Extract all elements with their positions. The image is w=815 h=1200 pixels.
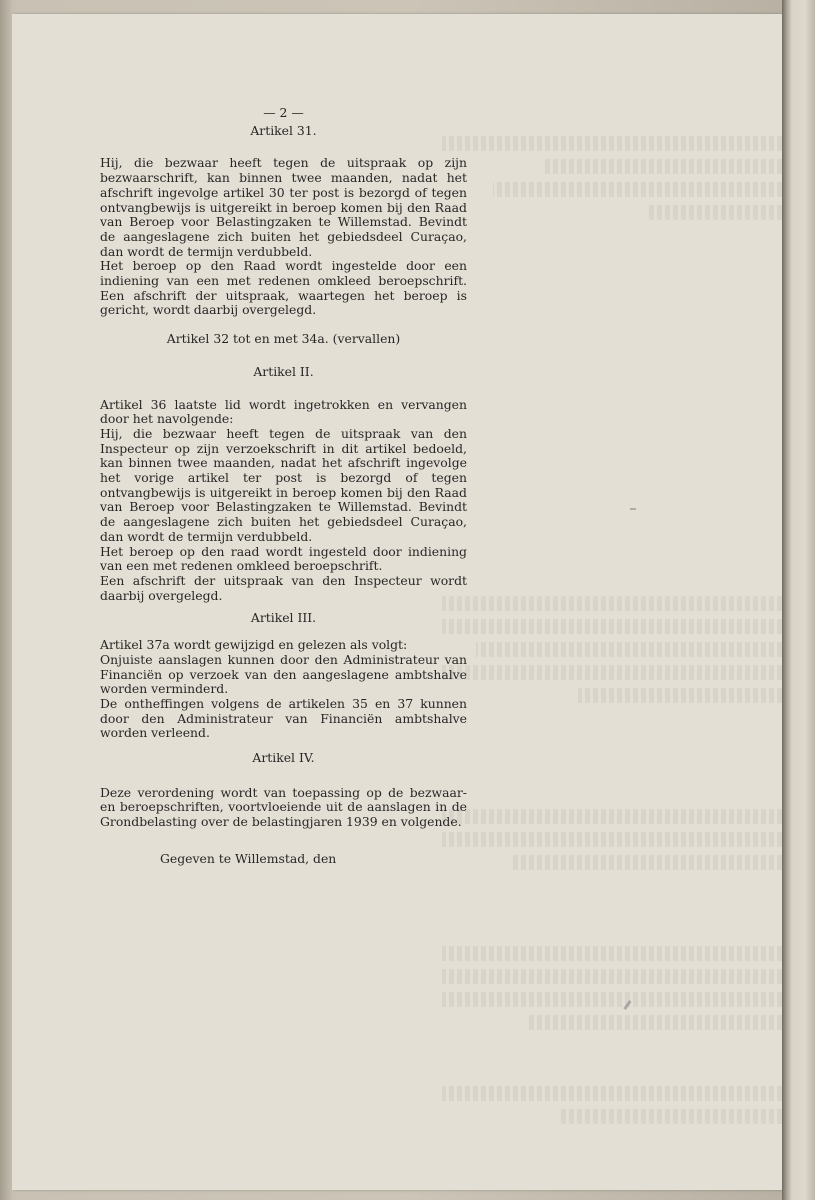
paragraph: Het beroep op den Raad wordt ingestelde door een indiening van een met redenen omkleed beroepschrift. Een afschrift der uitspraak, waartegen het beroep is gericht, wordt daarbij overgelegd. — [100, 258, 467, 318]
document-body — [100, 106, 467, 867]
document-page — [12, 14, 782, 1190]
paragraph: Onjuiste aanslagen kunnen door den Administrateur van Financiën op verzoek van den aangeslagene ambtshalve worden verminderd. — [100, 651, 467, 697]
section-heading-artikel-ii: Artikel II. — [253, 363, 314, 379]
binding-edge — [0, 0, 12, 1200]
speck — [630, 508, 636, 510]
paragraph: Deze verordening wordt van toepassing op de bezwaar- en beroepschriften, voortvloeiende uit de aanslagen in de Grondbelasting over de belastingjaren 1939 en volgende. — [100, 784, 467, 830]
section-heading-artikel-iii: Artikel III. — [250, 610, 317, 626]
paragraph: Een afschrift der uitspraak van den Inspecteur wordt daarbij overgelegd. — [100, 572, 467, 603]
section-heading-artikel-32-34a: Artikel 32 tot en met 34a. (vervallen) — [166, 331, 401, 347]
paragraph: Het beroep op den raad wordt ingesteld door indiening van een met redenen omkleed beroepschrift. — [100, 543, 467, 574]
page-number: — 2 — — [263, 105, 304, 120]
paragraph: De ontheffingen volgens de artikelen 35 en 37 kunnen door den Administrateur van Financiën ambtshalve worden verleend. — [100, 695, 467, 741]
paragraph: Artikel 37a wordt gewijzigd en gelezen als volgt: — [100, 637, 408, 653]
paragraph: Artikel 36 laatste lid wordt ingetrokken en vervangen door het navolgende: — [100, 396, 467, 427]
adjacent-page-edge — [782, 0, 815, 1200]
paragraph: Hij, die bezwaar heeft tegen de uitspraak op zijn bezwaarschrift, kan binnen twee maanden, nadat het afschrift ingevolge artikel 30 ter post is bezorgd of tegen ontvangbewijs is uitgereikt in beroep komen bij den Raad van Beroep voor Belastingzaken te Willemstad. Bevindt de aangeslagene zich buiten het gebiedsdeel Curaçao, dan wordt de termijn verdubbeld. — [100, 155, 467, 259]
paragraph: Hij, die bezwaar heeft tegen de uitspraak van den Inspecteur op zijn verzoekschrift in dit artikel bedoeld, kan binnen twee maanden, nadat het afschrift ingevolge het vorige artikel ter post is bezorgd of tegen ontvangbewijs is uitgereikt in beroep komen bij den Raad van Beroep voor Belastingzaken te Willemstad. Bevindt de aangeslagene zich buiten het gebiedsdeel Curaçao, dan wordt de termijn verdubbeld. — [100, 425, 467, 544]
show-through-reverse-page — [442, 94, 782, 1134]
closing-line: Gegeven te Willemstad, den — [160, 850, 337, 866]
section-heading-artikel-iv: Artikel IV. — [252, 750, 315, 766]
section-heading-artikel-31: Artikel 31. — [250, 122, 317, 138]
